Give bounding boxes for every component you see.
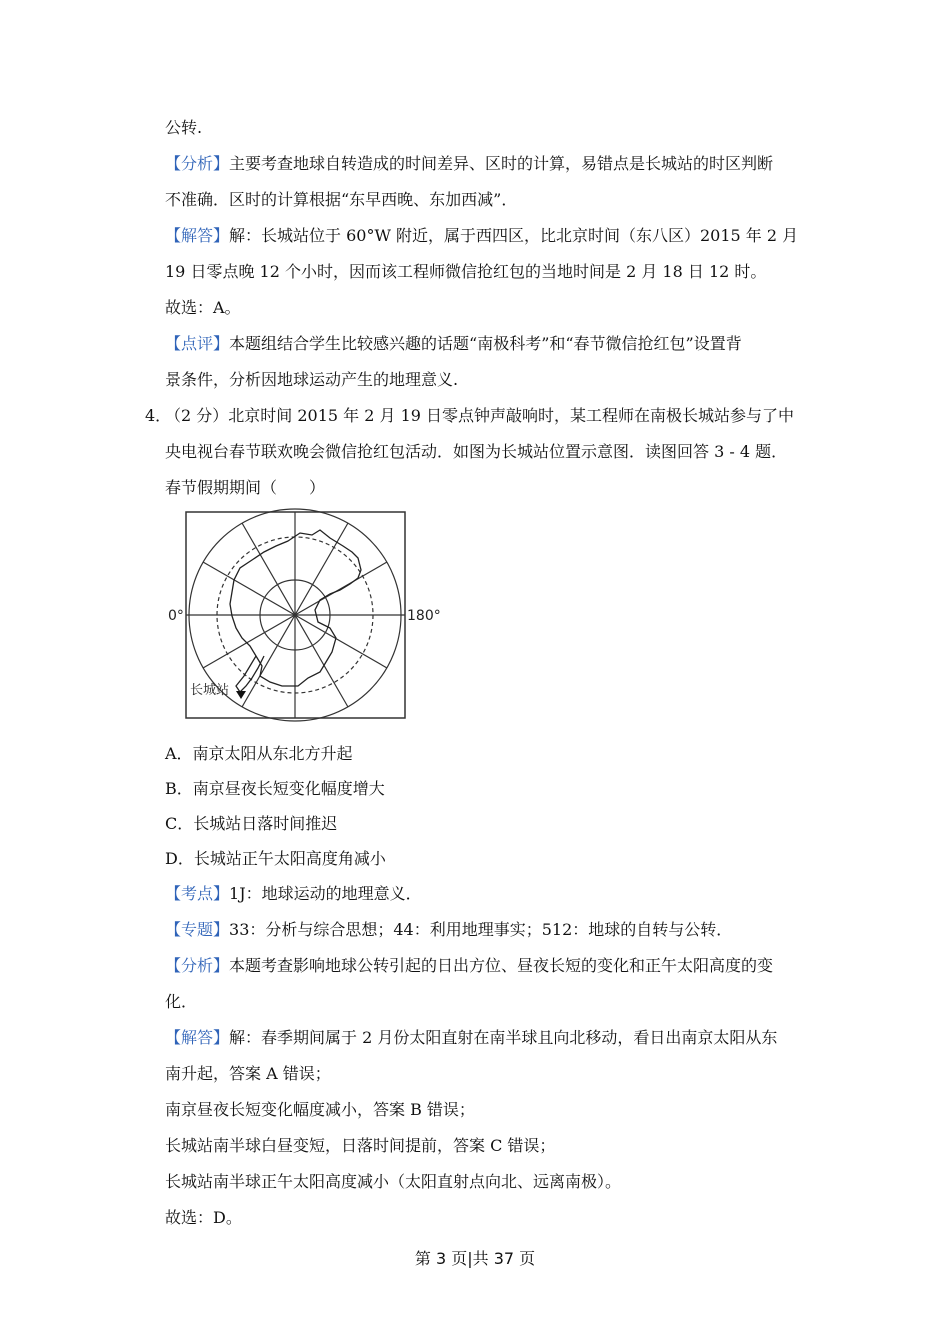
question-stem: 春节假期期间（ ） [165,478,326,497]
text-line: 化． [165,992,198,1011]
answer-text: 解：春季期间属于 2 月份太阳直射在南半球且向北移动，看日出南京太阳从东 [229,1028,778,1047]
kaodian-text: 1J：地球运动的地理意义． [229,884,422,903]
answer-tag: 【解答】 [165,226,230,245]
zhuanti-text: 33：分析与综合思想；44：利用地理事实；512：地球的自转与公转． [229,920,733,939]
choose-line: 故选：A。 [165,298,241,317]
question-stem: （2 分）北京时间 2015 年 2 月 19 日零点钟声敲响时，某工程师在南极长城站参与了中 [165,406,795,425]
option-b: B．南京昼夜长短变化幅度增大 [165,779,385,798]
map-label-right: 180° [407,608,441,624]
comment-text: 本题组结合学生比较感兴趣的话题“南极科考”和“春节微信抢红包”设置背 [229,334,742,353]
question-number: 4． [145,406,172,425]
text-line: 长城站南半球正午太阳高度减小（太阳直射点向北、远离南极）。 [165,1172,622,1191]
question-stem: 央电视台春节联欢晚会微信抢红包活动．如图为长城站位置示意图．读图回答 3 - 4 题． [165,442,788,461]
map-label-left: 0° [168,608,184,624]
answer-paragraph [165,226,798,246]
text-line: 不准确．区时的计算根据“东早西晚、东加西减”． [165,190,518,209]
analysis-paragraph [165,956,773,976]
answer-paragraph [165,1028,777,1048]
analysis-text: 本题考查影响地球公转引起的日出方位、昼夜长短的变化和正午太阳高度的变 [229,956,774,975]
option-a: A．南京太阳从东北方升起 [165,744,353,763]
answer-text: 解：长城站位于 60°W 附近，属于西四区，比北京时间（东八区）2015 年 2 月 [229,226,799,245]
zhuanti-tag: 【专题】 [165,920,230,939]
analysis-paragraph [165,154,773,174]
text-line: 公转. [165,118,203,137]
option-c: C．长城站日落时间推迟 [165,814,338,833]
page-footer: 第 3 页|共 37 页 [414,1249,536,1268]
comment-paragraph [165,334,742,354]
analysis-tag: 【分析】 [165,956,230,975]
text-line: 景条件，分析因地球运动产生的地理意义. [165,370,459,389]
comment-tag: 【点评】 [165,334,230,353]
zhuanti-paragraph [165,920,732,940]
station-label: 长城站 [190,683,230,698]
answer-tag: 【解答】 [165,1028,230,1047]
option-d: D．长城站正午太阳高度角减小 [165,849,386,868]
analysis-text: 主要考查地球自转造成的时间差异、区时的计算，易错点是长城站的时区判断 [229,154,774,173]
text-line: 南升起，答案 A 错误； [165,1064,331,1083]
choose-line: 故选：D。 [165,1208,242,1227]
polar-map-figure [160,506,450,726]
text-line: 长城站南半球白昼变短，日落时间提前，答案 C 错误； [165,1136,556,1155]
kaodian-paragraph [165,884,422,904]
station-marker [236,691,246,699]
text-line: 南京昼夜长短变化幅度减小，答案 B 错误； [165,1100,475,1119]
analysis-tag: 【分析】 [165,154,230,173]
kaodian-tag: 【考点】 [165,884,230,903]
text-line: 19 日零点晚 12 个小时，因而该工程师微信抢红包的当地时间是 2 月 18 日 12 时。 [165,262,767,281]
